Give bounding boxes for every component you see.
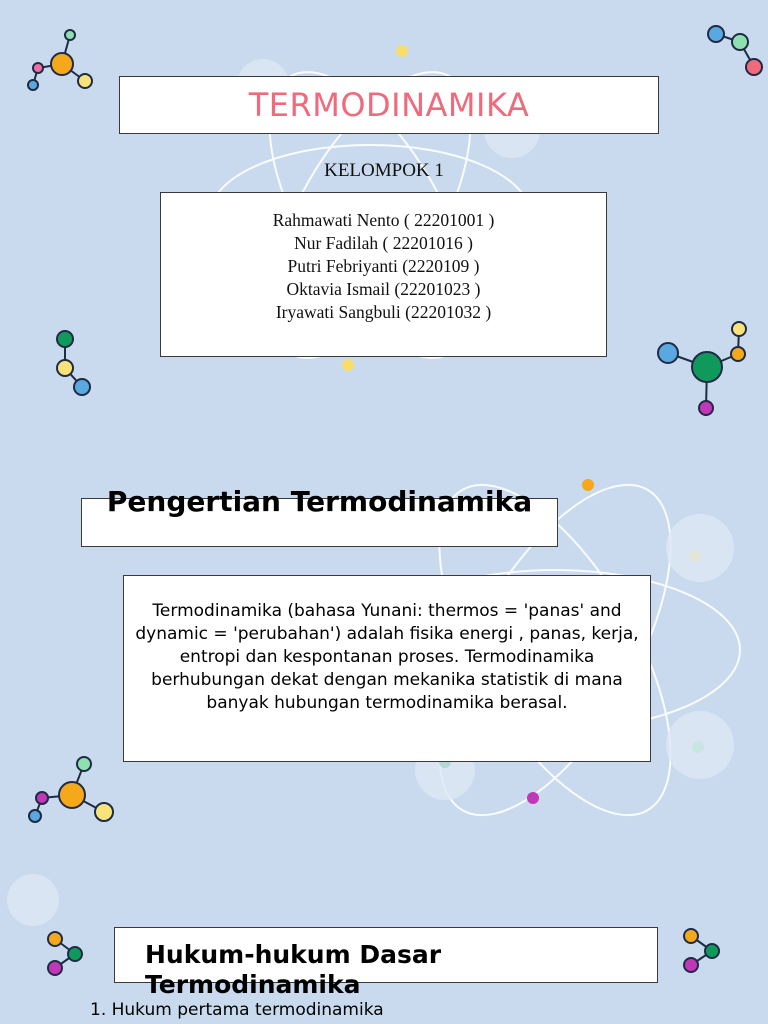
member-item: Putri Febriyanti (2220109 ) [287, 256, 480, 276]
definition-box [123, 575, 651, 762]
laws-heading: Hukum-hukum Dasar Termodinamika [145, 940, 442, 999]
members-box [160, 192, 607, 357]
member-item: Nur Fadilah ( 22201016 ) [294, 233, 473, 253]
member-item: Rahmawati Nento ( 22201001 ) [272, 210, 495, 230]
page-title: TERMODINAMIKA [248, 86, 530, 124]
group-label: KELOMPOK 1 [324, 160, 444, 181]
molecule-icon [708, 26, 762, 75]
molecule-icon [684, 929, 719, 972]
title-box [119, 76, 659, 134]
member-item: Oktavia Ismail (22201023 ) [286, 279, 481, 299]
molecule-icon [48, 932, 82, 975]
laws-list-item: 1. Hukum pertama termodinamika [90, 1000, 384, 1020]
molecule-icon [57, 331, 90, 395]
molecule-icon [658, 322, 746, 415]
definition-heading: Pengertian Termodinamika [106, 485, 533, 518]
definition-text: Termodinamika (bahasa Yunani: thermos = 'panas' and dynamic = 'perubahan') adalah fisika energi , panas, kerja, entropi dan kespontanan proses. Termodinamika berhubungan dekat dengan mekanika statistik di mana banyak hubungan termodinamika berasal. [135, 601, 639, 713]
members-list [161, 209, 606, 324]
molecule-icon [29, 757, 113, 822]
molecule-icon [28, 30, 92, 90]
member-item: Iryawati Sangbuli (22201032 ) [275, 302, 492, 322]
